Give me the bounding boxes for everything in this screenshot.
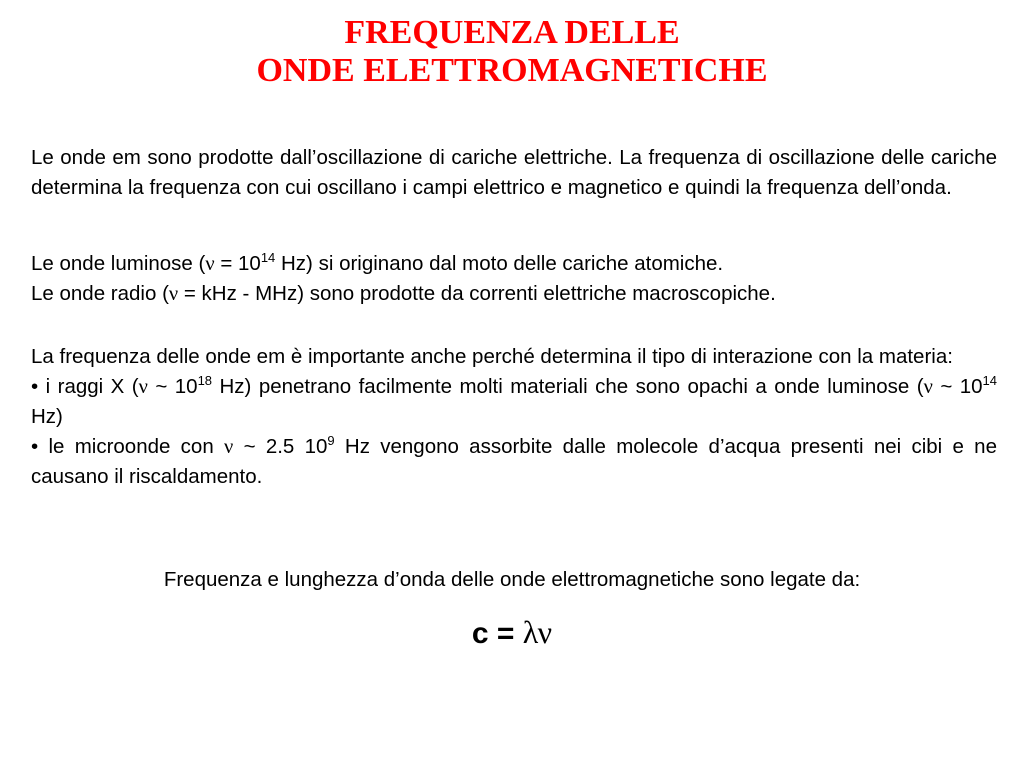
interaction-intro: La frequenza delle onde em è importante anche perché determina il tipo di interazione con la materia: (31, 345, 953, 368)
slide-title (0, 14, 1024, 90)
nu-symbol: ν (168, 283, 179, 305)
nu-symbol: ν (205, 253, 215, 275)
exponent: 14 (982, 373, 998, 389)
paragraph-wave-sources (31, 249, 997, 309)
exponent: 14 (260, 250, 276, 266)
exponent: 9 (327, 433, 335, 449)
exponent: 18 (197, 373, 213, 389)
nu-symbol: ν (923, 376, 933, 398)
slide-title-line-1: FREQUENZA DELLE (344, 14, 680, 51)
line-light-waves: Le onde luminose ($\nu = 10^{14}$ Hz) si originano dal moto delle cariche atomiche. (31, 250, 724, 275)
formula-lhs: c = (471, 617, 523, 650)
relation-text: Frequenza e lunghezza d’onda delle onde elettromagnetiche sono legate da: (163, 568, 861, 591)
formula-rhs: λν (522, 614, 553, 650)
slide-title-line-2: ONDE ELETTROMAGNETICHE (256, 52, 768, 89)
nu-symbol: ν (138, 376, 148, 398)
bullet-microwaves: • le microonde con ν ~ 2.5 $10^9$ Hz vengono assorbite dalle molecole d’acqua presenti nei cibi e ne causano il riscaldamento. (31, 433, 997, 488)
nu-symbol: ν (224, 436, 234, 458)
bullet-x-rays: • i raggi X (ν ~ $10^{18}$ Hz) penetrano facilmente molti materiali che sono opachi a onde luminose (ν ~ $10^{14}$ Hz) (31, 373, 998, 428)
paragraph-interaction (31, 342, 997, 492)
line-radio-waves: Le onde radio (ν = kHz - MHz) sono prodotte da correnti elettriche macroscopiche. (31, 282, 776, 305)
bullet-icon: • (31, 375, 39, 398)
paragraph-oscillation: Le onde em sono prodotte dall’oscillazione di cariche elettriche. La frequenza di oscillazione delle cariche determina la frequenza con cui oscillano i campi elettrico e magnetico e quindi la frequenza dell’onda. (31, 146, 997, 199)
bullet-icon: • (31, 435, 39, 458)
wave-formula (0, 614, 1024, 651)
